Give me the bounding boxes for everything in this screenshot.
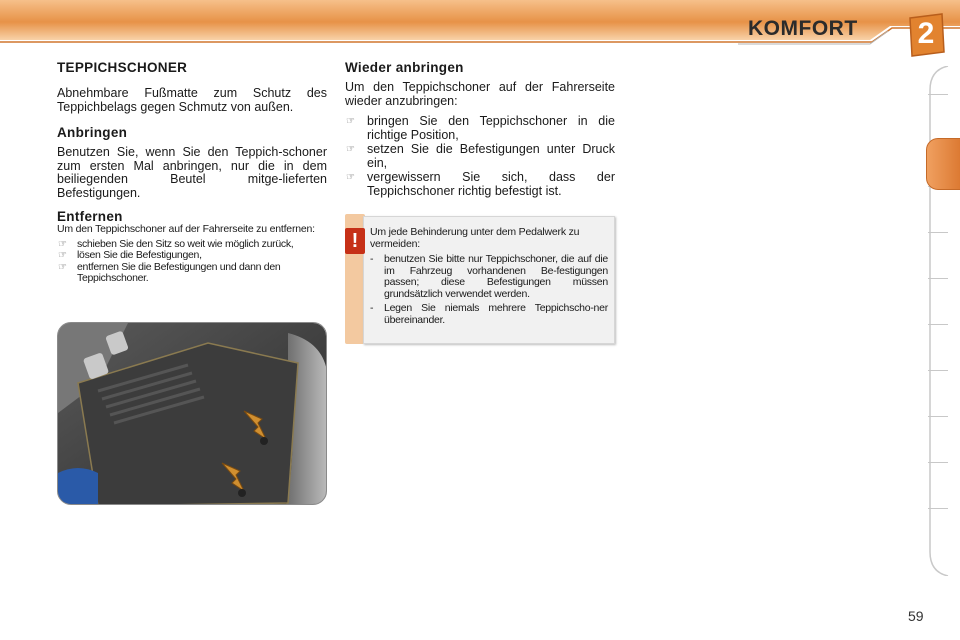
remove-heading: Entfernen (57, 209, 123, 224)
install-heading: Anbringen (57, 125, 128, 140)
remove-steps (57, 239, 327, 285)
list-item: ☞ vergewissern Sie sich, dass der Teppichschoner richtig befestigt ist. (346, 170, 615, 198)
chapter-tab-active[interactable] (926, 138, 960, 190)
pointing-hand-icon: ☞ (58, 261, 67, 273)
list-item: ☞ setzen Sie die Befestigungen unter Druck ein, (346, 142, 615, 170)
list-item: - benutzen Sie bitte nur Teppichschoner, die auf die im Fahrzeug vorhandenen Be-festigungen passen; diese Befestigungen müssen grundsätzlich verwendet werden. (370, 253, 608, 300)
page-number: 59 (908, 608, 924, 624)
reinstall-text: Um den Teppichschoner auf der Fahrerseite wieder anzubringen: (345, 80, 615, 108)
reinstall-heading: Wieder anbringen (345, 60, 464, 75)
chapter-title: KOMFORT (748, 17, 858, 40)
list-item: ☞ schieben Sie den Sitz so weit wie möglich zurück, (58, 237, 294, 250)
reinstall-steps (345, 115, 615, 198)
intro-text: Abnehmbare Fußmatte zum Schutz des Teppichbelags gegen Schmutz von außen. (57, 86, 327, 114)
warning-box (345, 214, 616, 344)
pointing-hand-icon: ☞ (58, 250, 67, 261)
warning-intro: Um jede Behinderung unter dem Pedalwerk zu vermeiden: (370, 226, 580, 250)
section-title: TEPPICHSCHONER (57, 60, 188, 75)
pointing-hand-icon: ☞ (346, 116, 355, 127)
warning-icon: ! (345, 228, 365, 254)
warning-panel (363, 216, 615, 344)
chapter-number: 2 (917, 17, 935, 50)
list-item: ☞ entfernen Sie die Befestigungen und dann den Teppichschoner. (58, 260, 281, 284)
floor-mat-photo (57, 322, 327, 505)
remove-text: Um den Teppichschoner auf der Fahrerseite zu entfernen: (57, 223, 315, 235)
install-text: Benutzen Sie, wenn Sie den Teppich-schoner zum ersten Mal anbringen, nur die in dem beiliegenden Beutel mitge-lieferten Befestigungen. (57, 145, 327, 200)
list-item: - Legen Sie niemals mehrere Teppichscho-ner übereinander. (370, 302, 608, 326)
pointing-hand-icon: ☞ (346, 144, 355, 155)
pointing-hand-icon: ☞ (346, 172, 355, 183)
list-item: ☞ bringen Sie den Teppichschoner in die richtige Position, (346, 114, 615, 142)
warning-list (370, 254, 608, 326)
left-column (57, 60, 327, 285)
list-item: ☞ lösen Sie die Befestigungen, (58, 249, 202, 261)
pointing-hand-icon: ☞ (58, 238, 67, 250)
right-column (345, 60, 615, 199)
